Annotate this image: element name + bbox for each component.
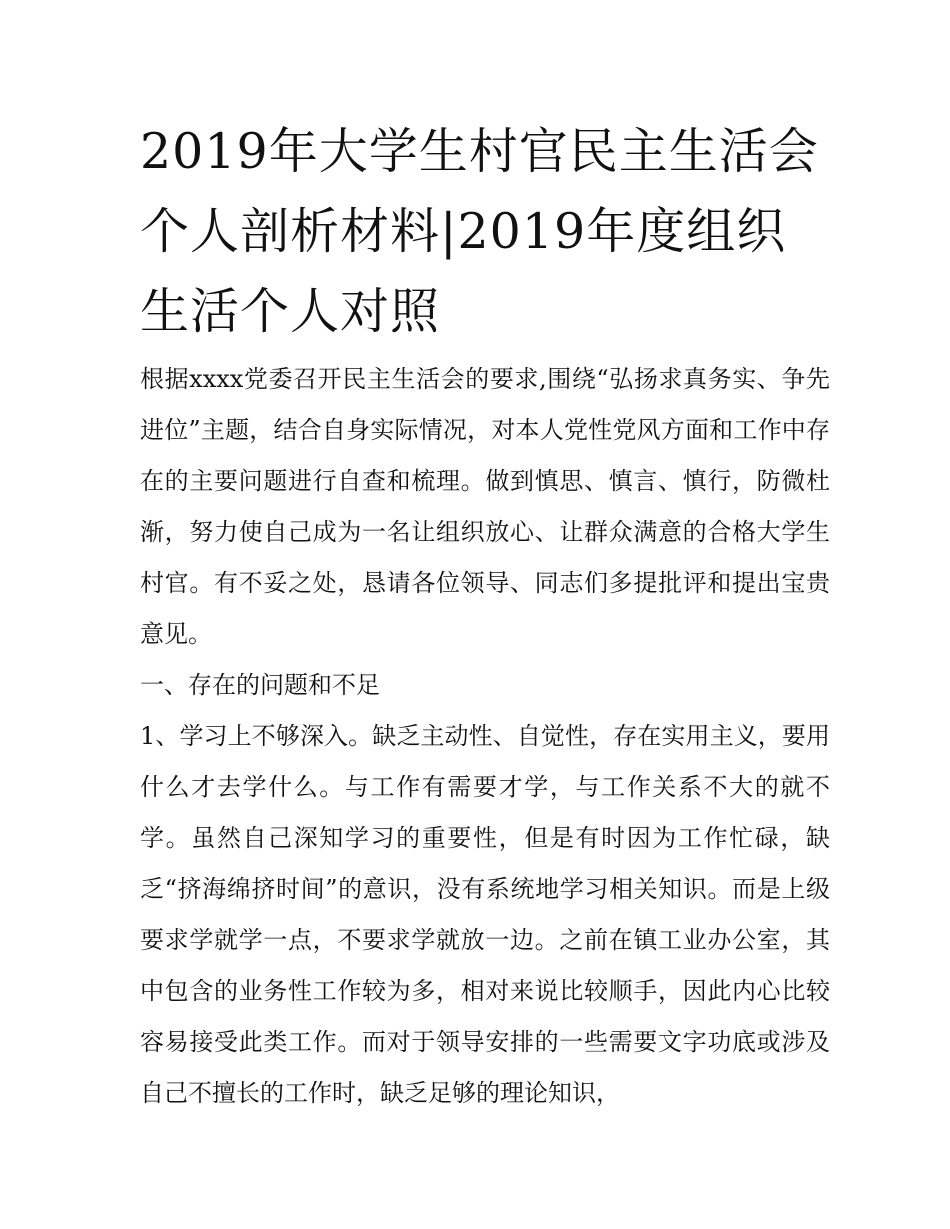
section-heading-problems: 一、存在的问题和不足 — [140, 671, 380, 699]
paragraph-intro: 根据xxxx党委召开民主生活会的要求,围绕“弘扬求真务实、争先进位”主题，结合自身实际情况，对本人党性党风方面和工作中存在的主要问题进行自查和梳理。做到慎思、慎言、慎行，防微杜渐，努力使自己成为一名让组织放心、让群众满意的合格大学生村官。有不妥之处，恳请各位领导、同志们多提批评和提出宝贵意见。 — [140, 365, 830, 648]
document-body — [140, 354, 830, 1119]
paragraph-item-1: 1、学习上不够深入。缺乏主动性、自觉性，存在实用主义，要用什么才去学什么。与工作有需要才学，与工作关系不大的就不学。虽然自己深知学习的重要性，但是有时因为工作忙碌，缺乏“挤海绵挤时间”的意识，没有系统地学习相关知识。而是上级要求学就学一点，不要求学就放一边。之前在镇工业办公室，其中包含的业务性工作较为多，相对来说比较顺手，因此内心比较容易接受此类工作。而对于领导安排的一些需要文字功底或涉及自己不擅长的工作时，缺乏足够的理论知识， — [140, 722, 830, 1107]
document-title: 2019年大学生村官民主生活会个人剖析材料|2019年度组织生活个人对照 — [140, 123, 819, 340]
